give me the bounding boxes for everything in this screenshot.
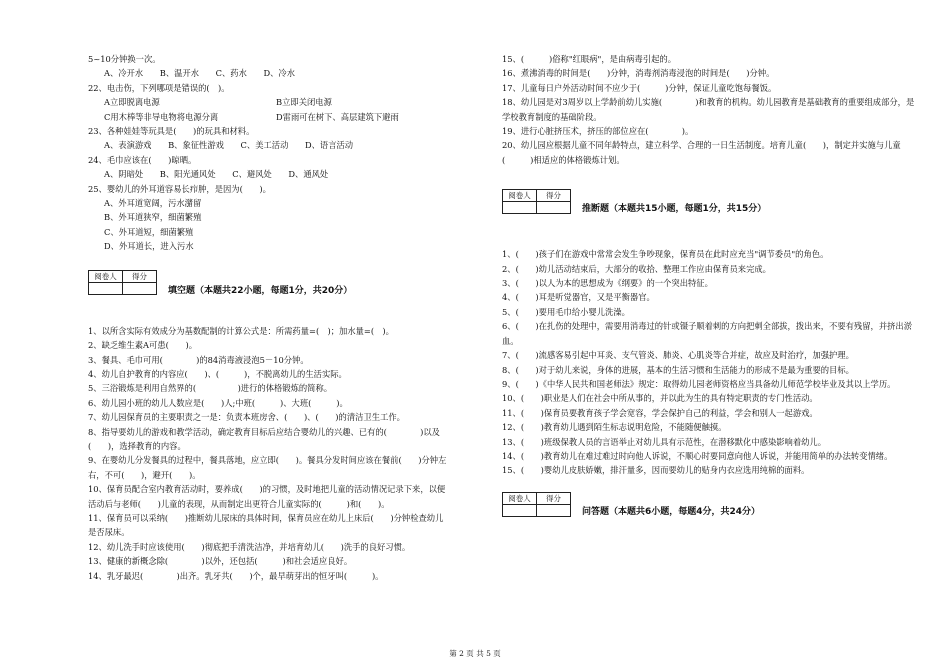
question-options: A、表演游戏 B、象征性游戏 C、美工活动 D、语言活动 <box>104 140 354 151</box>
score-cell <box>537 202 571 214</box>
fill-section-header <box>88 270 448 318</box>
option-a: A、外耳道宽阔，污水潴留 <box>104 198 202 209</box>
reviewer-cell <box>503 202 537 214</box>
judge-question: 14、( )教育幼儿在难过难过时向他人诉说，不顺心时要同意向他人诉说，并能用简单的办法转变情绪。 <box>502 450 893 461</box>
reviewer-label: 阅卷人 <box>89 270 123 282</box>
judge-question: 6、( )在扎伤的处理中，需要用消毒过的针或镊子顺着刺的方向把刺全部拔，拨出来，不要有残留，并挤出淤血。 <box>502 321 913 346</box>
fill-question: 3、餐具、毛巾可用( )的84消毒液浸泡5－10分钟。 <box>88 354 309 365</box>
question-options <box>88 110 448 124</box>
fill-question: 7、幼儿园保育员的主要职责之一是：负责本班房舍、( )、( )的清洁卫生工作。 <box>88 412 405 423</box>
judge-question: 2、( )幼儿活动结束后，大部分的收拾、整理工作应由保育员来完成。 <box>502 263 771 274</box>
question-stem: 24、毛巾应该在( )晾晒。 <box>88 154 197 165</box>
fill-question: 14、乳牙最迟( )出齐。乳牙共( )个，最早萌芽出的恒牙叫( )。 <box>88 570 384 581</box>
reviewer-cell <box>503 504 537 516</box>
question-options: A、冷开水 B、温开水 C、药水 D、冷水 <box>104 68 296 79</box>
reviewer-label: 阅卷人 <box>503 190 537 202</box>
score-label: 得分 <box>537 492 571 504</box>
reviewer-label: 阅卷人 <box>503 492 537 504</box>
judge-question: 4、( )耳是听觉器官，又是平衡器官。 <box>502 292 655 303</box>
option-c: C、外耳道短，细菌繁殖 <box>104 226 194 237</box>
score-label: 得分 <box>123 270 157 282</box>
option-b: B立即关闭电源 <box>276 97 332 108</box>
section-title: 问答题（本题共6小题，每题4分，共24分） <box>582 506 761 517</box>
left-column <box>88 52 448 583</box>
judge-question: 13、( )班级保教人员的言语举止对幼儿具有示范性，在潜移默化中感染影响着幼儿。 <box>502 436 827 447</box>
question-options: A、阴暗处 B、阳光通风处 C、避风处 D、通风处 <box>104 169 329 180</box>
judge-question: 8、( )对于幼儿来说，身体的进展，基本的生活习惯和生活能力的形成不是最为重要的目标。 <box>502 364 854 375</box>
spacer <box>502 235 922 247</box>
qa-section-header <box>502 492 922 532</box>
fill-question: 6、幼儿园小班的幼儿人数应是( )人;中班( )、大班( )。 <box>88 397 348 408</box>
judge-question: 7、( )流感客易引起中耳炎、支气管炎、肺炎、心肌炎等合并症，故应及时治疗，加强护理。 <box>502 350 854 361</box>
fill-question: 1、以所含实际有效成分为基数配制的计算公式是：所需药量=( )；加水量=( )。 <box>88 325 394 336</box>
option-a: A立即脱离电源 <box>104 97 160 108</box>
fill-question: 19、进行心脏挤压术，挤压的部位应在( )。 <box>502 126 694 137</box>
fill-question: 8、指导要幼儿的游戏和教学活动，确定教育目标后应结合婴幼儿的兴趣、已有的( )以及( )，选择教育的内容。 <box>88 426 440 451</box>
question-stem: 22、电击伤，下列哪项是错误的( )。 <box>88 82 230 93</box>
fill-question: 10、保育员配合室内教育活动时，要养成( )的习惯，及时地把儿童的活动情况记录下来，以便活动后与老师( )儿童的表现，从而制定出更符合儿童实际的( )和( )。 <box>88 484 446 509</box>
fill-question: 15、( )俗称"红眼病"，是由病毒引起的。 <box>502 54 677 64</box>
fill-question: 9、在婴幼儿分发餐具的过程中，餐具落地，应立即( )。餐具分发时间应该在餐前( )分钟左右，不可( )，避开( )。 <box>88 455 447 480</box>
fill-question: 12、幼儿洗手时应该使用( )彻底把手清洗洁净，并培育幼儿( )洗手的良好习惯。 <box>88 541 411 552</box>
judge-question: 9、( )《中华人民共和国老师法》规定：取得幼儿园老师资格应当具备幼儿师范学校毕业及其以上学历。 <box>502 378 896 389</box>
judge-question: 12、( )教育幼儿遇到陌生标志说明危险，不能随便触摸。 <box>502 422 727 433</box>
fill-question: 20、幼儿园应根据儿童不同年龄特点，建立科学、合理的一日生活制度。培育儿童( )，制定并实施与儿童( )相适应的体格锻炼计划。 <box>502 140 901 165</box>
judge-question: 1、( )孩子们在游戏中常常会发生争吵现象，保育员在此时应充当"调节委员"的角色。 <box>502 249 829 260</box>
option-d: D雷雨可在树下、高层建筑下避雨 <box>276 111 399 122</box>
fill-question: 16、煮沸消毒的时间是( )分钟，消毒剂消毒浸泡的时间是( )分钟。 <box>502 68 775 79</box>
page-footer: 第 2 页 共 5 页 <box>449 649 501 658</box>
fill-question: 11、保育员可以采纳( )推断幼儿尿床的具体时间，保育员应在幼儿上床后( )分钟检查幼儿是否尿床。 <box>88 512 444 538</box>
score-table <box>502 492 571 517</box>
option-b: B、外耳道狭窄，细菌繁殖 <box>104 212 202 223</box>
fill-question: 18、幼儿园是对3周岁以上学龄前幼儿实施( )和教育的机构。幼儿园教育是基础教育的重要组成部分，是学校教育制度的基础阶段。 <box>502 97 915 122</box>
judge-question: 10、( )职业是人们在社会中所从事的，并以此为生的具有特定职责的专门性活动。 <box>502 393 818 404</box>
fill-question: 13、健康的新概念除( )以外，还包括( )和社会适应良好。 <box>88 556 353 567</box>
score-table <box>88 270 157 295</box>
judge-question: 3、( )以人为本的思想成为《纲要》的一个突出特征。 <box>502 278 713 289</box>
section-title: 推断题（本题共15小题，每题1分，共15分） <box>582 204 767 215</box>
option-c: C用木棒等非导电物将电源分离 <box>104 111 219 122</box>
score-cell <box>123 282 157 294</box>
score-table <box>502 189 571 214</box>
judge-question: 15、( )婴幼儿皮肤娇嫩，排汗量多，因而要幼儿的贴身内衣应选用纯棉的面料。 <box>502 465 810 476</box>
fill-question: 4、幼儿自护教育的内容应( )、( )，不脱离幼儿的生活实际。 <box>88 368 347 379</box>
question-stem: 23、各种娃娃等玩具是( )的玩具和材料。 <box>88 126 255 137</box>
judge-question: 11、( )保育员要教育孩子学会宽容，学会保护自己的利益，学会和别人一起游戏。 <box>502 407 818 418</box>
fill-question: 17、儿童每日户外活动时间不应少于( )分钟，保证儿童吃饱每餐饭。 <box>502 82 777 93</box>
judge-section-header <box>502 189 922 229</box>
fill-question: 5、三浴锻炼是利用自然界的( )进行的体格锻炼的简称。 <box>88 383 333 394</box>
score-label: 得分 <box>537 190 571 202</box>
section-title: 填空题（本题共22小题，每题1分，共20分） <box>168 285 353 296</box>
score-cell <box>537 504 571 516</box>
option-d: D、外耳道长，进入污水 <box>104 241 194 252</box>
question-stem: 25、婴幼儿的外耳道容易长疖肿，是因为( )。 <box>88 183 271 194</box>
question-options <box>88 95 448 109</box>
judge-question: 5、( )要用毛巾给小婴儿洗澡。 <box>502 306 630 317</box>
reviewer-cell <box>89 282 123 294</box>
fill-question: 2、缺乏维生素A可患( )。 <box>88 340 198 351</box>
question-line: 5~10分钟换一次。 <box>88 54 161 64</box>
right-column <box>502 52 922 538</box>
